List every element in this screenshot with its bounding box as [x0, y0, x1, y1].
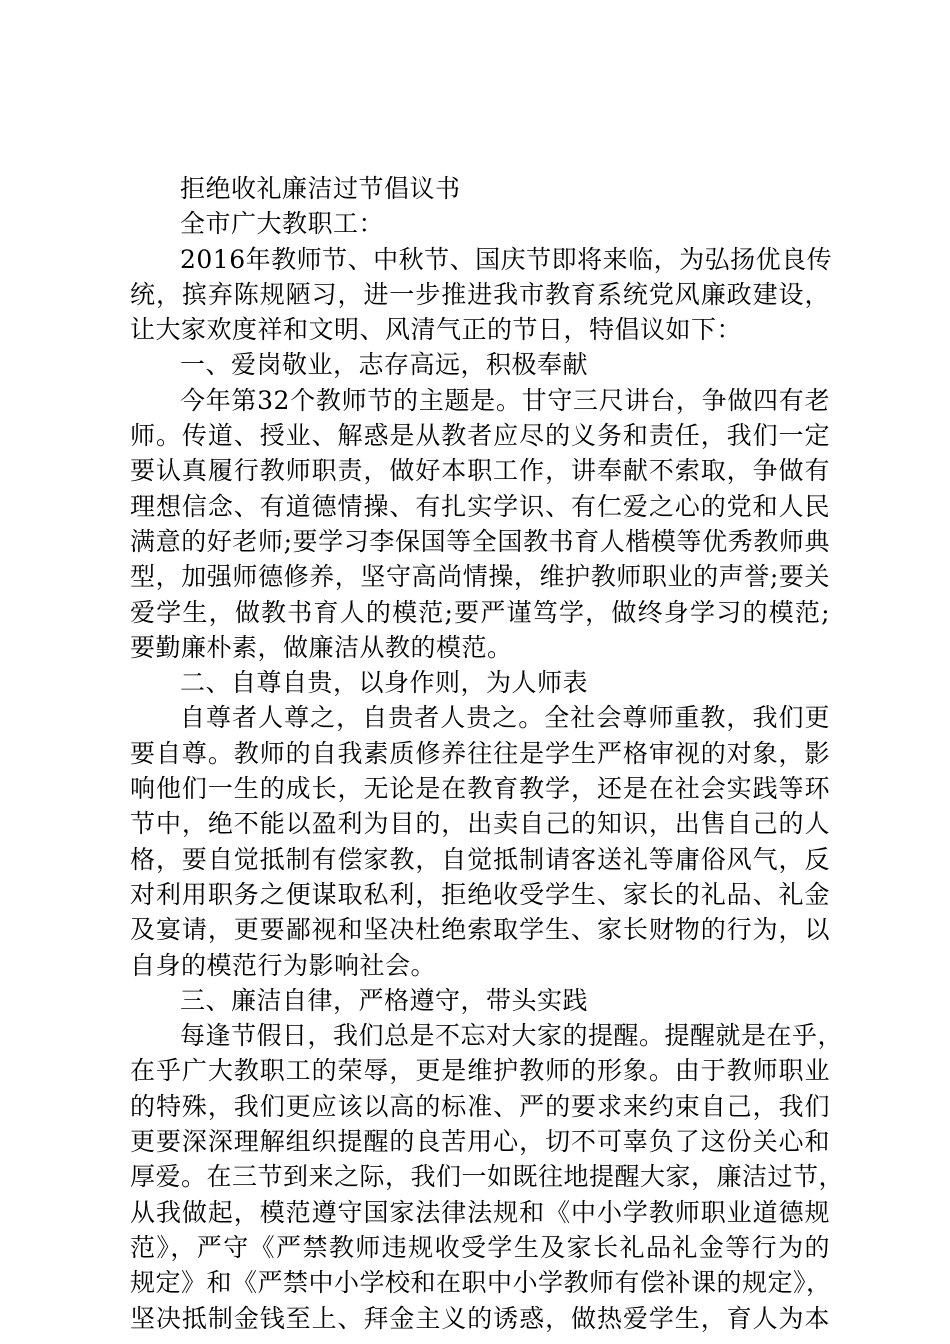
- text-line: 今年第32个教师节的主题是。甘守三尺讲台，争做四有老: [180, 385, 830, 415]
- text-line: 的特殊，我们更应该以高的标准、严的要求来约束自己，我们: [130, 1091, 830, 1121]
- text-line: 对利用职务之便谋取私利，拒绝收受学生、家长的礼品、礼金: [130, 879, 830, 909]
- text-line: 范》，严守《严禁教师违规收受学生及家长礼品礼金等行为的: [130, 1232, 830, 1262]
- text-line: 爱学生，做教书育人的模范;要严谨笃学，做终身学习的模范;: [130, 597, 830, 627]
- text-line: 及宴请，更要鄙视和坚决杜绝索取学生、家长财物的行为，以: [130, 915, 830, 945]
- text-line: 响他们一生的成长，无论是在教育教学，还是在社会实践等环: [130, 774, 830, 804]
- text-line: 要认真履行教师职责，做好本职工作，讲奉献不索取，争做有: [130, 456, 830, 486]
- salutation: 全市广大教职工：: [180, 209, 385, 239]
- text-line: 统，摈弃陈规陋习，进一步推进我市教育系统党风廉政建设，: [130, 279, 830, 309]
- paragraph-lines: [130, 242, 845, 1336]
- text-line: 在乎广大教职工的荣辱，更是维护教师的形象。由于教师职业: [130, 1056, 830, 1086]
- text-line: 自尊者人尊之，自贵者人贵之。全社会尊师重教，我们更: [180, 703, 830, 733]
- document-title: 拒绝收礼廉洁过节倡议书: [180, 174, 461, 203]
- text-line: 一、爱岗敬业，志存高远，积极奉献: [180, 350, 589, 380]
- text-line: 三、廉洁自律，严格遵守，带头实践: [180, 985, 589, 1015]
- text-line: 师。传道、授业、解惑是从教者应尽的义务和责任，我们一定: [130, 421, 830, 451]
- text-line: 满意的好老师;要学习李保国等全国教书育人楷模等优秀教师典: [130, 526, 830, 556]
- text-line: 厚爱。在三节到来之际，我们一如既往地提醒大家，廉洁过节，: [130, 1162, 845, 1192]
- text-line: 让大家欢度祥和文明、风清气正的节日，特倡议如下：: [130, 315, 743, 345]
- text-line: 要勤廉朴素，做廉洁从教的模范。: [130, 632, 513, 662]
- text-line: 规定》和《严禁中小学校和在职中小学教师有偿补课的规定》，: [130, 1268, 832, 1298]
- text-line: 从我做起，模范遵守国家法律法规和《中小学教师职业道德规: [130, 1197, 830, 1227]
- text-line: 要自尊。教师的自我素质修养往往是学生严格审视的对象，影: [130, 738, 830, 768]
- text-line: 理想信念、有道德情操、有扎实学识、有仁爱之心的党和人民: [130, 491, 830, 521]
- text-line: 自身的模范行为影响社会。: [130, 950, 437, 980]
- document-body: [130, 171, 845, 1336]
- text-line: 格，要自觉抵制有偿家教，自觉抵制请客送礼等庸俗风气，反: [130, 844, 830, 874]
- text-line: 节中，绝不能以盈利为目的，出卖自己的知识，出售自己的人: [130, 809, 830, 839]
- text-line: 2016年教师节、中秋节、国庆节即将来临，为弘扬优良传: [180, 244, 833, 274]
- text-line: 型，加强师德修养，坚守高尚情操，维护教师职业的声誉;要关: [130, 562, 830, 592]
- text-line: 坚决抵制金钱至上、拜金主义的诱惑，做热爱学生，育人为本: [130, 1303, 830, 1333]
- text-line: 二、自尊自贵，以身作则，为人师表: [180, 668, 589, 698]
- text-line: 更要深深理解组织提醒的良苦用心，切不可辜负了这份关心和: [130, 1127, 830, 1157]
- text-line: 每逢节假日，我们总是不忘对大家的提醒。提醒就是在乎，: [180, 1021, 844, 1051]
